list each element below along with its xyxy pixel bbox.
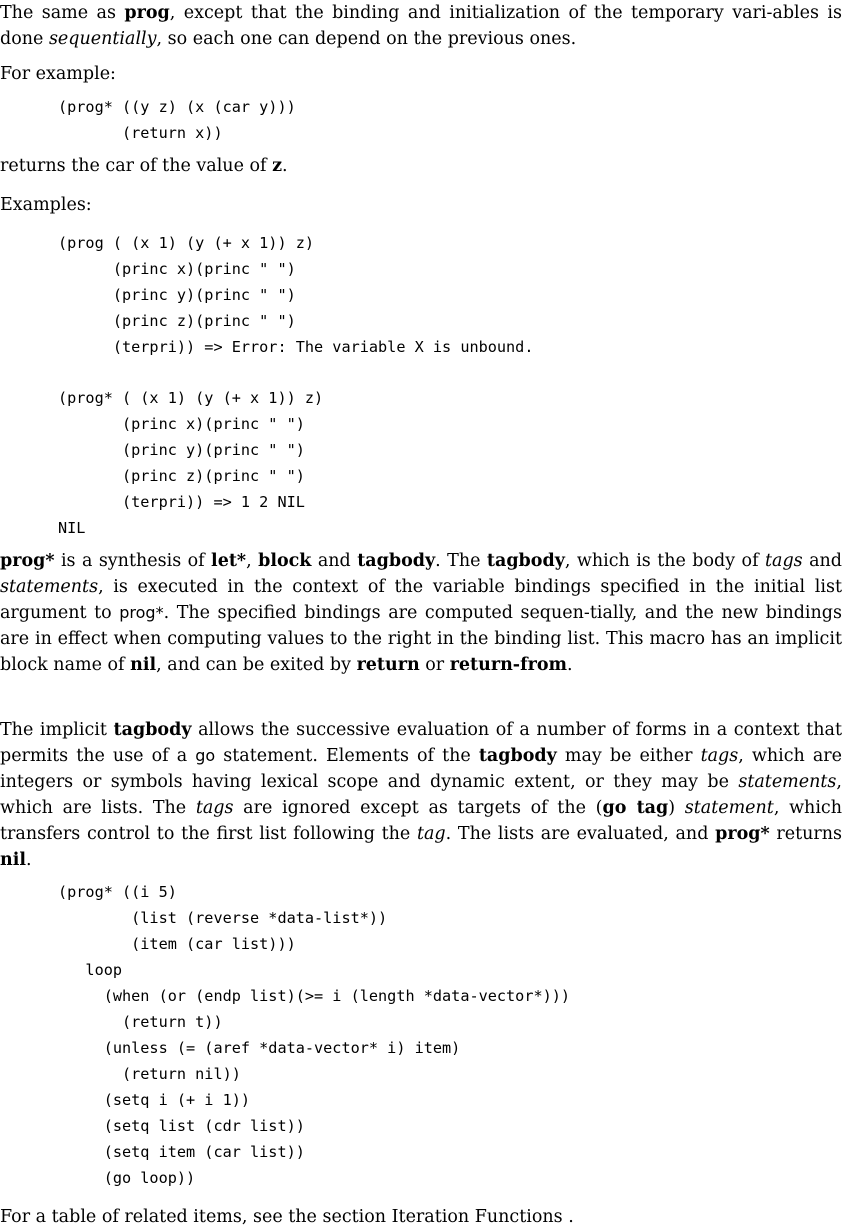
text: and [802,551,842,571]
text: . [562,1207,574,1227]
code-examples-prog: (prog ( (x 1) (y (+ x 1)) z) (princ x)(princ " ") (princ y)(princ " ") (princ z)(princ " ") (terpri)) => Error: The variable X is unbound. [58,234,534,356]
text: . The specified bindings are computed sequen-tially, and the new bindings are in effect when computing values to the right in the binding list. This macro has an implicit block name of [0,603,842,675]
code-prog-star: prog* [119,603,164,622]
for-example-label: For example: [0,64,116,84]
term-block: block [258,551,312,571]
term-prog-star: prog* [715,824,770,844]
emphasis-tags: tags [764,551,803,571]
text: returns [769,824,842,844]
code-go: go [195,746,216,765]
emphasis-tags: tags [195,798,234,818]
text: . [567,655,573,675]
emphasis-statements: statements [0,577,99,597]
implicit-tagbody-paragraph [0,717,842,873]
emphasis-sequentially: sequentially [48,29,157,49]
term-return: return [356,655,420,675]
emphasis-tags: tags [700,746,739,766]
text: , which transfers control to the first list following the [0,798,842,844]
text: , and can be exited by [156,655,357,675]
code-example: (prog* ((y z) (x (car y))) (return x)) [58,98,296,142]
text: The same as [0,3,125,23]
description-paragraph [0,548,842,678]
term-tagbody: tagbody [478,746,557,766]
link-iteration-functions[interactable]: Iteration Functions [391,1207,563,1227]
text: . The [435,551,487,571]
text: . The lists are evaluated, and [445,824,716,844]
term-tagbody: tagbody [113,720,192,740]
term-prog-star: prog* [0,551,55,571]
term-prog: prog [124,3,170,23]
examples-label: Examples: [0,195,92,215]
emphasis-tag: tag [416,824,446,844]
term-let-star: let* [211,551,247,571]
text: , except that the binding and initialization of the temporary vari-ables is done [0,3,842,49]
code-loop-example: (prog* ((i 5) (list (reverse *data-list*)) (item (car list))) loop (when (or (endp list)(>= i (length *data-vector*))) (return t)) (unless (= (aref *data-vector* i) item) (return nil)) (setq i (+ i 1)) (setq list (cdr list)) (setq item (car list)) (go loop)) [58,883,571,1187]
emphasis-statements: statements [738,772,837,792]
text: statement. Elements of the [215,746,479,766]
text: The implicit [0,720,114,740]
term-tagbody: tagbody [486,551,565,571]
intro-paragraph [0,0,842,52]
text: may be either [556,746,701,766]
emphasis-statement: statement [684,798,774,818]
term-nil: nil [0,850,27,870]
text: , [246,551,259,571]
text: , which are integers or symbols having lexical scope and dynamic extent, or they may be [0,746,842,792]
text: returns the car of the value of [0,156,273,176]
footer-paragraph [0,1204,842,1230]
text: , which is the body of [564,551,765,571]
text: ) [668,798,685,818]
text: , so each one can depend on the previous ones. [156,29,577,49]
text: , is executed in the context of the variable bindings specified in the initial list argument to [0,577,842,623]
term-nil: nil [130,655,157,675]
term-z: z [272,156,283,176]
code-examples-prog-star: (prog* ( (x 1) (y (+ x 1)) z) (princ x)(princ " ") (princ y)(princ " ") (princ z)(princ " ") (terpri)) => 1 2 NIL NIL [58,389,324,537]
text: are ignored except as targets of the ( [233,798,603,818]
text: and [311,551,358,571]
returns-paragraph [0,153,842,179]
text: . [282,156,288,176]
text: or [419,655,450,675]
term-go-tag: go tag [602,798,669,818]
text: For a table of related items, see the section [0,1207,392,1227]
text: . [26,850,32,870]
text: , which are lists. The [0,772,842,818]
text: allows the successive evaluation of a number of forms in a context that permits the use of a [0,720,842,766]
term-tagbody: tagbody [357,551,436,571]
text: is a synthesis of [54,551,212,571]
term-return-from: return-from [449,655,568,675]
